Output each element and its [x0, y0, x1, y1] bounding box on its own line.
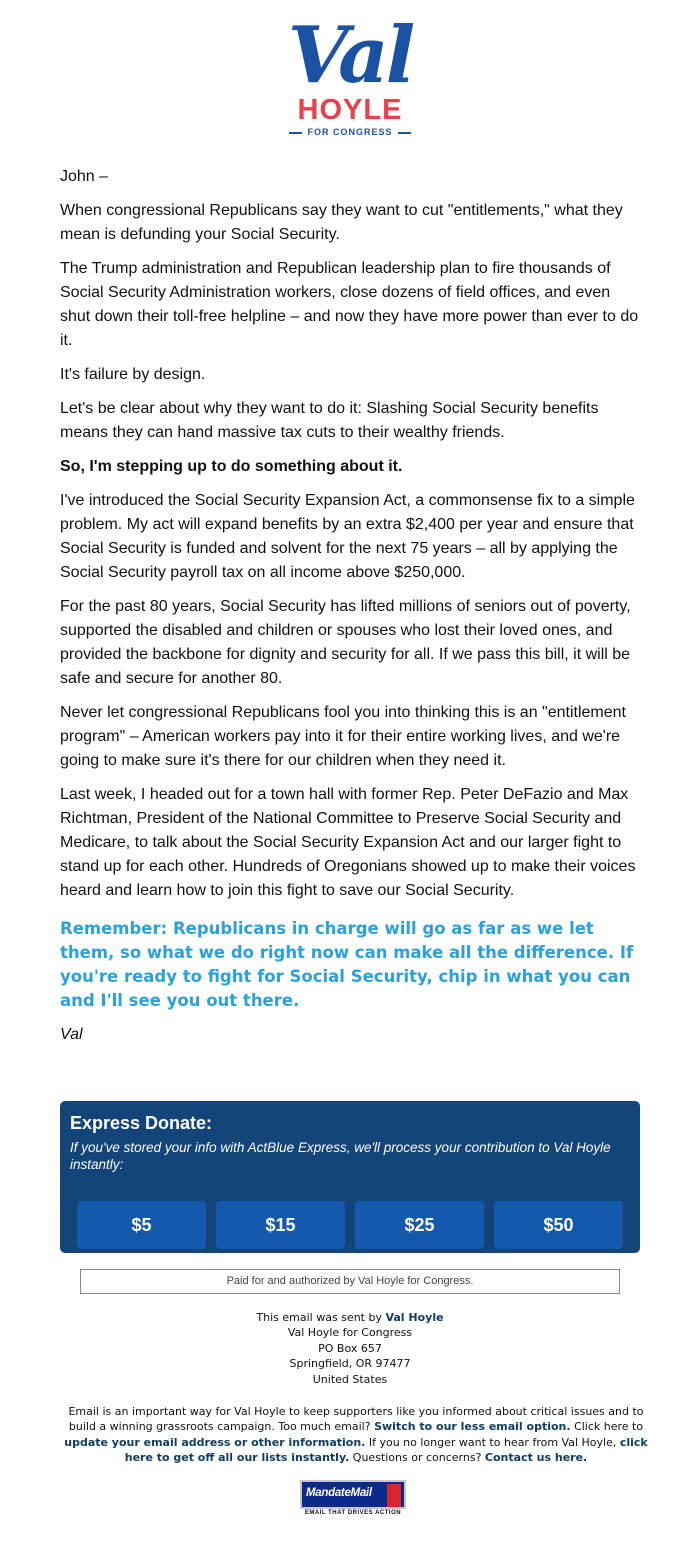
signature: Val [60, 1026, 83, 1043]
paragraph: Last week, I headed out for a town hall with former Rep. Peter DeFazio and Max Richtman, President of the National Committee to Preserve Social Security and Medicare, to talk about the Social Security Expansion Act and our larger fight to stand up for each other. Hundreds of Oregonians showed up to make their voices heard and learn how to join this fight to save our Social Security. [60, 786, 636, 899]
update-info-link[interactable]: update your email address or other information. [64, 1435, 366, 1449]
paragraph: Never let congressional Republicans fool you into thinking this is an "entitlement program" – American workers pay into it for their entire working lives, and we're going to make sure it's there for our children when they need it. [60, 704, 626, 769]
paid-for-disclaimer: Paid for and authorized by Val Hoyle for Congress. [80, 1269, 620, 1294]
donate-50-button[interactable]: $50 [494, 1201, 623, 1249]
bold-statement: So, I'm stepping up to do something about it. [60, 458, 403, 475]
email-body [60, 165, 642, 1047]
logo-name: Val [287, 10, 413, 101]
logo-subtitle: FOR CONGRESS [0, 127, 700, 137]
contact-link[interactable]: Contact us here. [484, 1451, 588, 1465]
mandatemail-tagline: EMAIL THAT DRIVES ACTION [304, 1510, 402, 1516]
org-name: Val Hoyle for Congress [287, 1326, 413, 1340]
greeting: John – [60, 168, 109, 185]
paragraph: It's failure by design. [60, 366, 206, 383]
sender-address [0, 1310, 700, 1387]
paragraph: The Trump administration and Republican leadership plan to fire thousands of Social Security Administration workers, close dozens of field offices, and even shut down their toll-free helpline – and now they have more power than ever to do it. [60, 260, 639, 349]
paragraph: I've introduced the Social Security Expansion Act, a commonsense fix to a simple problem. My act will expand benefits by an extra $2,400 per year and ensure that Social Security is funded and solvent for the next 75 years – all by applying the Social Security payroll tax on all income above $250,000. [60, 492, 635, 581]
express-donate-description: If you've stored your info with ActBlue Express, we'll process your contribution to Val Hoyle instantly: [70, 1140, 611, 1172]
sender-link[interactable]: Val Hoyle [385, 1311, 444, 1324]
mandatemail-logo[interactable] [300, 1480, 410, 1520]
paragraph: When congressional Republicans say they want to cut "entitlements," what they mean is defunding your Social Security. [60, 202, 623, 243]
mandatemail-badge [300, 1480, 406, 1509]
paragraph: Let's be clear about why they want to do it: Slashing Social Security benefits means they can hand massive tax cuts to their wealthy friends. [60, 400, 599, 441]
paragraph: For the past 80 years, Social Security has lifted millions of seniors out of poverty, supported the disabled and children or spouses who lost their loved ones, and provided the backbone for dignity and security for all. If we pass this bill, it will be safe and secure for another 80. [60, 598, 631, 687]
donate-15-button[interactable]: $15 [216, 1201, 345, 1249]
po-box: PO Box 657 [318, 1341, 382, 1355]
mandatemail-name: MandateMail [306, 1487, 372, 1499]
email-preferences-disclaimer: Email is an important way for Val Hoyle to keep supporters like you informed about critical issues and to build a winning grassroots campaign. Too much email? Switch to our less email option. Click here to update your email address or other information. If you no longer want to hear from Val Hoyle, click here to get off all our lists instantly. Questions or concerns? Contact us here. [64, 1405, 648, 1465]
country: United States [312, 1372, 388, 1386]
city-line: Springfield, OR 97477 [289, 1357, 411, 1371]
logo-surname: HOYLE [297, 94, 403, 126]
less-email-link[interactable]: Switch to our less email option. [374, 1420, 571, 1434]
sent-by-label: This email was sent by [256, 1311, 382, 1324]
donate-25-button[interactable]: $25 [355, 1201, 484, 1249]
express-donate-panel [60, 1101, 640, 1253]
campaign-logo [0, 10, 700, 140]
unsubscribe-link[interactable]: click here to get off all our lists instantly. [124, 1435, 648, 1465]
donate-5-button[interactable]: $5 [77, 1201, 206, 1249]
call-to-action[interactable]: Remember: Republicans in charge will go as far as we let them, so what we do right now can make all the difference. If you're ready to fight for Social Security, chip in what you can and I'll see you out there. [60, 919, 634, 1010]
flag-icon [387, 1484, 401, 1507]
express-donate-title: Express Donate: [70, 1113, 213, 1133]
